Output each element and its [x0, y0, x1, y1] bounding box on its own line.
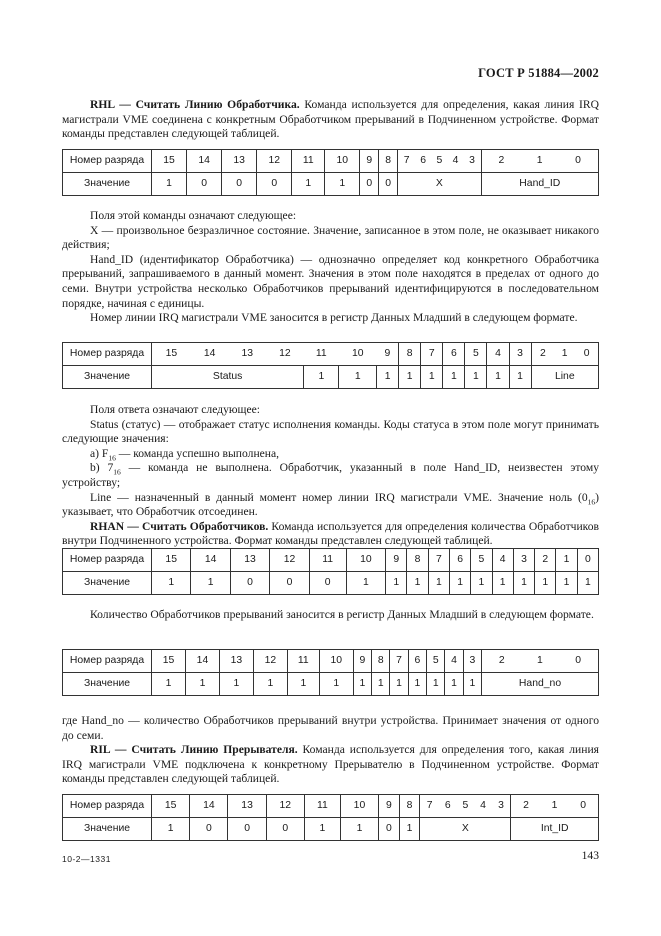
value-row	[63, 366, 599, 389]
bit-number: 13	[230, 549, 269, 572]
bit-number-row	[63, 343, 599, 366]
bit-value: 1	[471, 572, 492, 595]
status-description: Status (статус) — отображает статус исполнения команды. Коды статуса в этом поле могут принимать следующие значения:	[62, 417, 599, 446]
rhl-text: Команда используется для определения, какая линия IRQ магистрали VME соединена с конкретным Обработчиком прерываний в Подчиненном устройстве. Формат команды представлен следующей таблицей.	[62, 98, 599, 141]
bit-value: 1	[399, 366, 421, 389]
count-paragraph	[62, 608, 599, 623]
bit-number: 1	[522, 650, 559, 673]
bit-number: 7	[398, 150, 416, 173]
hand-id-field: Hand_ID	[481, 173, 598, 196]
bit-number: 9	[386, 549, 407, 572]
bit-number: 5	[427, 650, 445, 673]
bit-number-row	[63, 150, 599, 173]
bit-value: 1	[304, 366, 339, 389]
document-header: ГОСТ Р 51884—2002	[478, 66, 599, 80]
bit-number: 12	[257, 150, 292, 173]
rhan-format-table	[62, 548, 599, 595]
bit-value: 1	[399, 818, 420, 841]
bit-number: 6	[449, 549, 470, 572]
value-row-label: Значение	[63, 673, 152, 696]
status-field: Status	[152, 366, 304, 389]
bit-number: 3	[492, 795, 511, 818]
bit-number: 1	[556, 549, 577, 572]
value-row	[63, 572, 599, 595]
bit-number: 9	[353, 650, 371, 673]
hand-count-format-table	[62, 649, 599, 696]
bit-value: 1	[319, 673, 353, 696]
bit-number-row	[63, 795, 599, 818]
bit-number: 9	[379, 795, 400, 818]
bit-value: 1	[463, 673, 481, 696]
bit-number: 5	[457, 795, 475, 818]
bit-number: 7	[420, 795, 439, 818]
value-row	[63, 673, 599, 696]
bit-number: 8	[399, 795, 420, 818]
x-field: X	[398, 173, 481, 196]
bit-number: 3	[513, 549, 534, 572]
bit-number: 0	[568, 795, 598, 818]
bit-number: 6	[415, 150, 431, 173]
value-row-label: Значение	[63, 173, 152, 196]
hand-no-description: где Hand_no — количество Обработчиков прерываний внутри устройства. Принимает значения от одного до семи.	[62, 714, 599, 742]
bit-value: 1	[492, 572, 513, 595]
bit-number: 9	[360, 150, 379, 173]
bit-value: 1	[340, 818, 378, 841]
rhan-title: RHAN — Считать Обработчиков.	[90, 519, 269, 533]
bit-number: 14	[191, 343, 229, 366]
bit-value: 0	[222, 173, 257, 196]
ril-title: RIL — Считать Линию Прерывателя.	[90, 743, 298, 757]
fields-intro: Поля этой команды означают следующее:	[90, 209, 297, 222]
bit-number-row	[63, 650, 599, 673]
bit-value: 1	[577, 572, 598, 595]
bit-value: 1	[465, 366, 487, 389]
bit-number: 3	[509, 343, 531, 366]
bit-number: 12	[270, 549, 309, 572]
bit-value: 1	[421, 366, 443, 389]
bit-value: 1	[353, 673, 371, 696]
bit-value: 1	[408, 673, 426, 696]
bit-number: 4	[487, 343, 509, 366]
value-row-label: Значение	[63, 366, 152, 389]
rhl-fields-description	[62, 209, 599, 326]
bit-number: 3	[463, 650, 481, 673]
bit-number: 8	[399, 343, 421, 366]
bit-number: 1	[554, 343, 575, 366]
ril-format-table	[62, 794, 599, 841]
bit-number: 2	[511, 795, 541, 818]
hand-id-description: Hand_ID (идентификатор Обработчика) — однозначно определяет код конкретного Обработчика прерываний, запрашиваемого в данный момент. Значения в этом поле находятся в пределах от одного до семи. Внутри устройства несколько Обработчиков прерываний идентифицируются в последовательном порядке, начиная с единицы.	[62, 252, 599, 310]
bit-value: 1	[152, 173, 187, 196]
bit-number: 14	[185, 650, 219, 673]
bit-value: 0	[230, 572, 269, 595]
bit-number: 2	[482, 650, 522, 673]
bit-number: 11	[309, 549, 346, 572]
bit-number: 15	[152, 549, 191, 572]
bit-value: 0	[309, 572, 346, 595]
bit-number: 4	[447, 150, 463, 173]
x-field: X	[420, 818, 511, 841]
bit-value: 1	[449, 572, 470, 595]
bit-number: 14	[191, 549, 230, 572]
rhl-paragraph	[62, 98, 599, 142]
bit-row-label: Номер разряда	[63, 343, 152, 366]
count-text: Количество Обработчиков прерываний заносится в регистр Данных Младший в следующем формате.	[90, 608, 594, 621]
ril-text: Команда используется для определения того, какая линия IRQ магистрали VME подключена к конкретному Прерывателю в Подчиненном устройстве. Формат команды представлен следующей таблицей.	[62, 743, 599, 786]
bit-number: 15	[152, 343, 191, 366]
bit-number: 7	[390, 650, 408, 673]
bit-value: 0	[190, 818, 228, 841]
bit-number: 0	[558, 150, 598, 173]
bit-value: 1	[152, 673, 186, 696]
bit-number: 5	[431, 150, 447, 173]
bit-value: 1	[407, 572, 428, 595]
bit-number: 5	[465, 343, 487, 366]
bit-number: 7	[428, 549, 449, 572]
bit-number: 10	[339, 343, 377, 366]
bit-number: 9	[377, 343, 399, 366]
irq-line-format-table	[62, 342, 599, 389]
bit-number: 5	[471, 549, 492, 572]
bit-value: 1	[185, 673, 219, 696]
bit-number: 12	[266, 343, 304, 366]
bit-number: 13	[228, 795, 266, 818]
bit-value: 1	[152, 818, 190, 841]
int-id-field: Int_ID	[511, 818, 599, 841]
bit-number: 6	[408, 650, 426, 673]
hand-no-field: Hand_no	[482, 673, 599, 696]
bit-number: 13	[222, 150, 257, 173]
bit-value: 1	[292, 173, 325, 196]
bit-number: 12	[266, 795, 304, 818]
bit-number: 8	[379, 150, 398, 173]
bit-number: 0	[575, 343, 598, 366]
bit-number: 10	[346, 549, 385, 572]
bit-value: 1	[428, 572, 449, 595]
bit-number: 2	[531, 343, 554, 366]
bit-value: 0	[228, 818, 266, 841]
bit-value: 1	[253, 673, 287, 696]
page-number: 143	[581, 849, 599, 862]
bit-value: 1	[219, 673, 253, 696]
value-row	[63, 818, 599, 841]
bit-value: 1	[487, 366, 509, 389]
bit-value: 1	[339, 366, 377, 389]
bit-row-label: Номер разряда	[63, 650, 152, 673]
irq-line-text: Номер линии IRQ магистрали VME заносится в регистр Данных Младший в следующем формате.	[90, 311, 578, 325]
bit-value: 0	[379, 173, 398, 196]
value-row	[63, 173, 599, 196]
bit-number: 11	[304, 795, 340, 818]
bit-row-label: Номер разряда	[63, 549, 152, 572]
bit-value: 0	[187, 173, 222, 196]
rhl-format-table	[62, 149, 599, 196]
x-description: X — произвольное безразличное состояние. Значение, записанное в этом поле, не оказывает никакого действия;	[62, 223, 599, 252]
bit-row-label: Номер разряда	[63, 150, 152, 173]
bit-value: 1	[346, 572, 385, 595]
bit-number: 13	[228, 343, 266, 366]
bit-number: 1	[541, 795, 569, 818]
bit-number: 10	[340, 795, 378, 818]
bit-number: 4	[445, 650, 463, 673]
bit-value: 1	[304, 818, 340, 841]
bit-number-row	[63, 549, 599, 572]
hand-no-and-ril	[62, 714, 599, 787]
bit-number: 11	[304, 343, 339, 366]
value-row-label: Значение	[63, 818, 152, 841]
line-field: Line	[531, 366, 598, 389]
answer-fields-description	[62, 403, 599, 549]
bit-value: 1	[191, 572, 230, 595]
bit-value: 1	[513, 572, 534, 595]
line-description: Line — назначенный в данный момент номер линии IRQ магистрали VME. Значение ноль $(0_{16})$ указывает, что Обработчик отсоединен.	[62, 490, 599, 519]
bit-number: 10	[319, 650, 353, 673]
status-code-a: a) $F_{16}$ — команда успешно выполнена,	[90, 446, 280, 463]
rhan-text: Команда используется для определения количества Обработчиков внутри Подчиненного устройства. Формат команды представлен следующей таблицей.	[62, 519, 599, 548]
bit-number: 8	[372, 650, 390, 673]
bit-value: 0	[266, 818, 304, 841]
bit-number: 15	[152, 795, 190, 818]
bit-number: 15	[152, 650, 186, 673]
bit-number: 14	[187, 150, 222, 173]
bit-value: 1	[372, 673, 390, 696]
bit-value: 0	[257, 173, 292, 196]
status-code-b: b) $7_{16}$ — команда не выполнена. Обработчик, указанный в поле Hand_ID, неизвестен этому устройству;	[62, 461, 599, 489]
bit-value: 1	[377, 366, 399, 389]
bit-value: 0	[360, 173, 379, 196]
bit-number: 0	[558, 650, 598, 673]
bit-number: 4	[474, 795, 492, 818]
bit-value: 1	[325, 173, 360, 196]
bit-value: 1	[386, 572, 407, 595]
bit-number: 2	[481, 150, 521, 173]
bit-number: 4	[492, 549, 513, 572]
bit-value: 1	[535, 572, 556, 595]
bit-value: 1	[445, 673, 463, 696]
bit-value: 1	[509, 366, 531, 389]
bit-value: 1	[152, 572, 191, 595]
bit-number: 13	[219, 650, 253, 673]
bit-row-label: Номер разряда	[63, 795, 152, 818]
bit-value: 1	[287, 673, 319, 696]
value-row-label: Значение	[63, 572, 152, 595]
bit-number: 15	[152, 150, 187, 173]
print-code: 10-2—1331	[62, 854, 111, 864]
bit-value: 1	[443, 366, 465, 389]
rhan-paragraph	[62, 520, 599, 549]
bit-value: 1	[427, 673, 445, 696]
bit-number: 2	[535, 549, 556, 572]
bit-value: 1	[556, 572, 577, 595]
answer-fields-intro: Поля ответа означают следующее:	[90, 403, 260, 416]
bit-number: 11	[292, 150, 325, 173]
bit-number: 10	[325, 150, 360, 173]
ril-paragraph	[62, 743, 599, 787]
bit-number: 8	[407, 549, 428, 572]
bit-number: 0	[577, 549, 598, 572]
bit-number: 1	[521, 150, 558, 173]
rhl-title: RHL — Считать Линию Обработчика.	[90, 98, 300, 111]
bit-number: 6	[443, 343, 465, 366]
bit-number: 11	[287, 650, 319, 673]
bit-number: 7	[421, 343, 443, 366]
bit-number: 6	[439, 795, 457, 818]
bit-value: 1	[390, 673, 408, 696]
bit-value: 0	[379, 818, 400, 841]
bit-number: 12	[253, 650, 287, 673]
bit-value: 0	[270, 572, 309, 595]
bit-number: 3	[464, 150, 482, 173]
bit-number: 14	[190, 795, 228, 818]
